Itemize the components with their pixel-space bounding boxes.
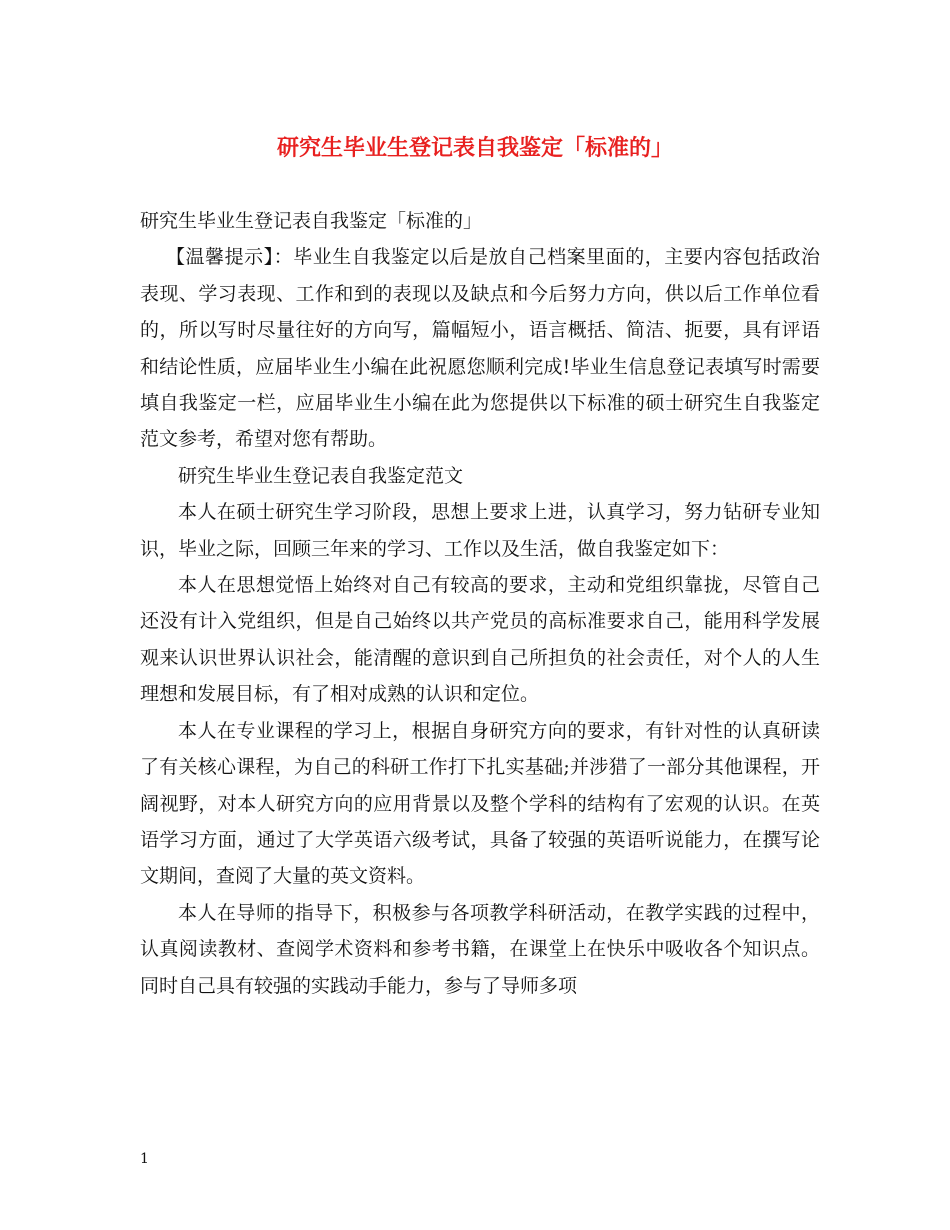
paragraph-research: 本人在导师的指导下，积极参与各项教学科研活动，在教学实践的过程中，认真阅读教材、查阅学术资料和参考书籍，在课堂上在快乐中吸收各个知识点。同时自己具有较强的实践动手能力，参与了导师多项	[140, 901, 820, 997]
document-body	[140, 203, 820, 1004]
paragraph-ideology: 本人在思想觉悟上始终对自己有较高的要求，主动和党组织靠拢，尽管自己还没有计入党组织，但是自己始终以共产党员的高标准要求自己，能用科学发展观来认识世界认识社会，能清醒的意识到自己所担负的社会责任，对个人的人生理想和发展目标，有了相对成熟的认识和定位。	[140, 574, 820, 706]
page-number: 1	[140, 1151, 149, 1167]
paragraph-intro: 本人在硕士研究生学习阶段，思想上要求上进，认真学习，努力钻研专业知识，毕业之际，回顾三年来的学习、工作以及生活，做自我鉴定如下：	[140, 501, 820, 560]
paragraph-subtitle: 研究生毕业生登记表自我鉴定「标准的」	[140, 210, 483, 232]
paragraph-study: 本人在专业课程的学习上，根据自身研究方向的要求，有针对性的认真研读了有关核心课程，为自己的科研工作打下扎实基础;并涉猎了一部分其他课程，开阔视野，对本人研究方向的应用背景以及整个学科的结构有了宏观的认识。在英语学习方面，通过了大学英语六级考试，具备了较强的英语听说能力，在撰写论文期间，查阅了大量的英文资料。	[140, 719, 820, 888]
document-title: 研究生毕业生登记表自我鉴定「标准的」	[276, 135, 673, 161]
paragraph-section-heading: 研究生毕业生登记表自我鉴定范文	[178, 464, 464, 487]
paragraph-tip: 【温馨提示】：毕业生自我鉴定以后是放自己档案里面的，主要内容包括政治表现、学习表现、工作和到的表现以及缺点和今后努力方向，供以后工作单位看的，所以写时尽量往好的方向写，篇幅短小，语言概括、简洁、扼要，具有评语和结论性质，应届毕业生小编在此祝愿您顺利完成!毕业生信息登记表填写时需要填自我鉴定一栏，应届毕业生小编在此为您提供以下标准的硕士研究生自我鉴定范文参考，希望对您有帮助。	[140, 246, 820, 451]
